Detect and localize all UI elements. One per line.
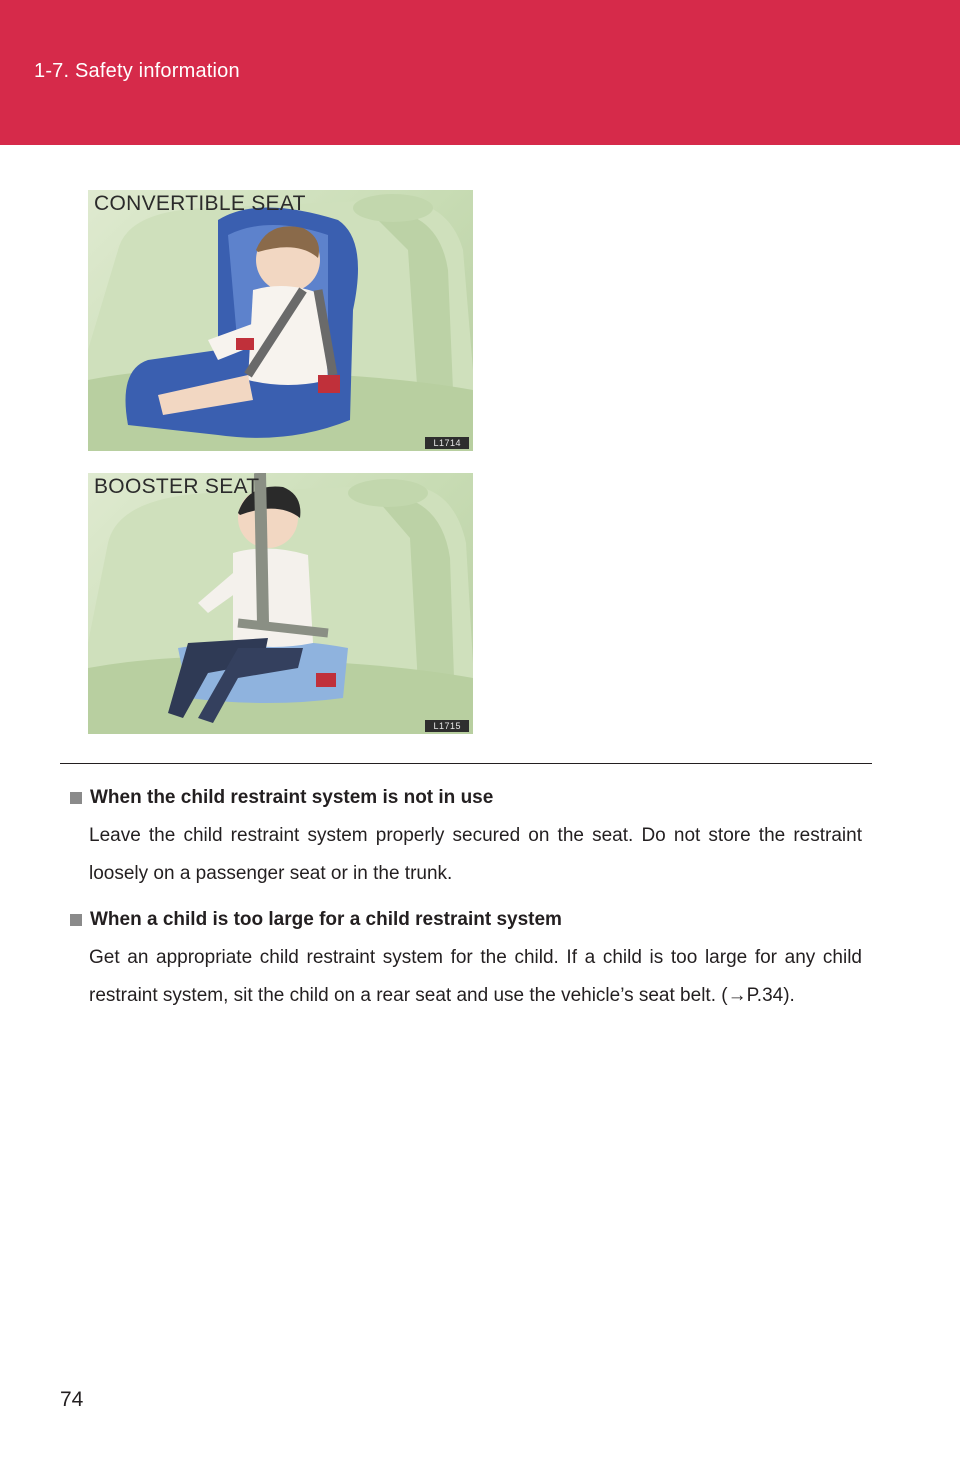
section-body: Get an appropriate child restraint system for the child. If a child is too large for any child restraint system, sit the child on a rear seat and use the vehicle’s seat belt. (→P.34). xyxy=(89,947,862,1006)
booster-seat-illustration xyxy=(88,473,473,734)
section-title: 1-7. Safety information xyxy=(34,60,240,82)
section-divider xyxy=(60,763,872,764)
square-bullet-icon xyxy=(70,792,82,804)
square-bullet-icon xyxy=(70,914,82,926)
section-too-large xyxy=(70,907,862,1015)
figure-label: CONVERTIBLE SEAT xyxy=(94,192,306,215)
section-not-in-use xyxy=(70,785,862,893)
page-header xyxy=(0,0,960,145)
figure-code: L1714 xyxy=(425,437,469,449)
heading-text: When a child is too large for a child restraint system xyxy=(90,909,562,930)
convertible-seat-illustration xyxy=(88,190,473,451)
heading-text: When the child restraint system is not in use xyxy=(90,787,494,808)
section-heading xyxy=(70,785,862,811)
booster-seat-figure xyxy=(88,473,473,734)
figure-label: BOOSTER SEAT xyxy=(94,475,260,498)
figure-code: L1715 xyxy=(425,720,469,732)
section-body: Leave the child restraint system properly secured on the seat. Do not store the restraint loosely on a passenger seat or in the trunk. xyxy=(89,825,862,884)
section-heading xyxy=(70,907,862,933)
convertible-seat-figure xyxy=(88,190,473,451)
page-number: 74 xyxy=(60,1388,84,1411)
